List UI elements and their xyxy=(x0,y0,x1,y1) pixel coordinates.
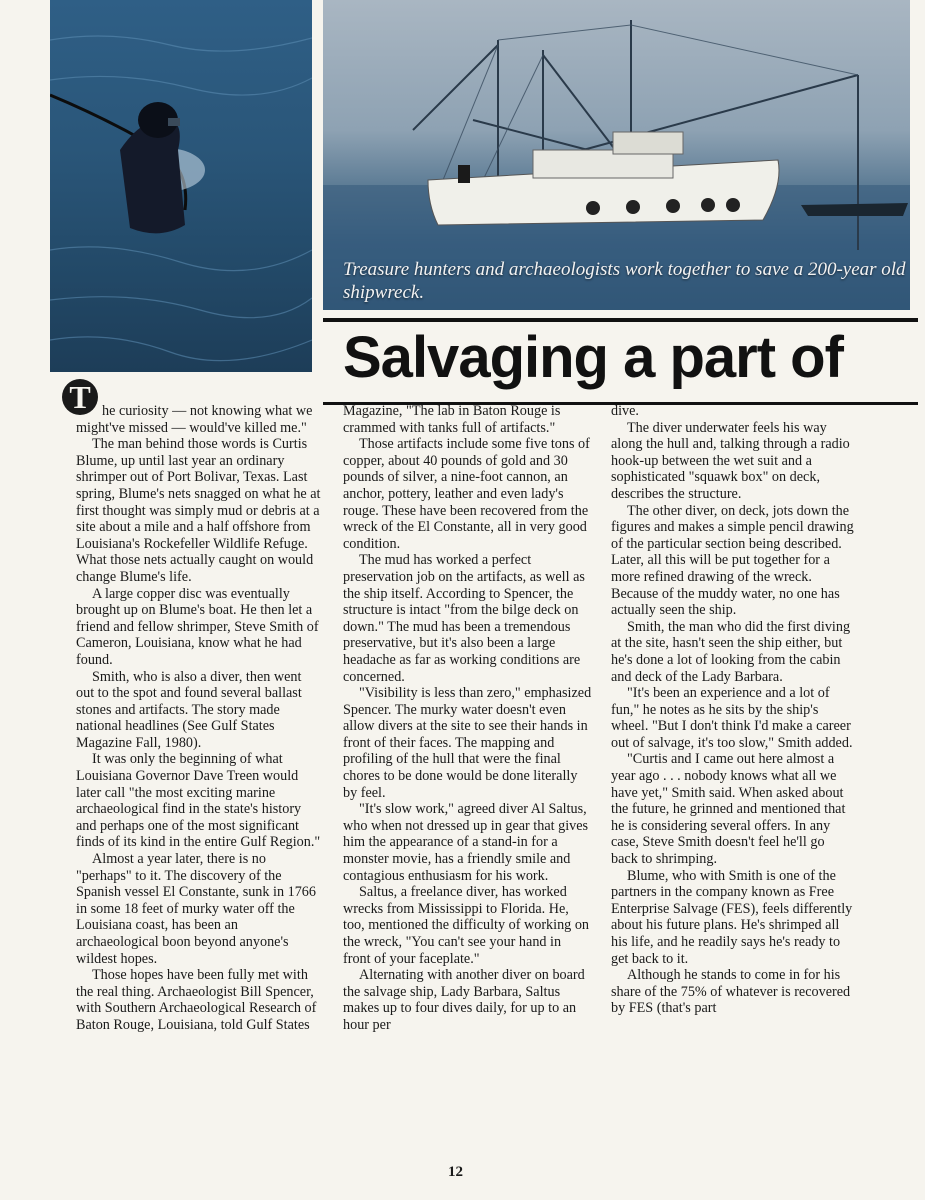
paragraph: The diver underwater feels his way along the hull and, talking through a radio hook-up between the wet suit and a sophisticated "squawk box" on deck, describes the structure. xyxy=(611,419,850,502)
paragraph: Blume, who with Smith is one of the partners in the company known as Free Enterprise Salvage (FES), feels differently about his future plans. He's shrimped all his life, and he readily says he's ready to get back to it. xyxy=(611,867,853,967)
paragraph: The man behind those words is Curtis Blume, up until last year an ordinary shrimper out of Port Bolivar, Texas. Last spring, Blume's nets snagged on what he at first thought was simply mud or debris at a site about a mile and a half offshore from Louisiana's Rockefeller Wildlife Refuge. What those nets actually caught on would change Blume's life. xyxy=(76,436,321,585)
diver-photo xyxy=(50,0,312,372)
paragraph: "Curtis and I came out here almost a year ago . . . nobody knows what all we have yet," Smith said. When asked about the future, he grinned and mentioned that he is considering several offers. In any case, Steve Smith doesn't feel he'll go back to shrimping. xyxy=(611,751,846,868)
photo-caption: Treasure hunters and archaeologists work together to save a 200-year old shipwreck. xyxy=(343,259,906,303)
shrimp-boat-photo xyxy=(323,0,910,310)
paragraph: dive. xyxy=(611,403,639,419)
paragraph: Although he stands to come in for his share of the 75% of whatever is recovered by FES (that's part xyxy=(611,967,851,1017)
paragraph: Alternating with another diver on board the salvage ship, Lady Barbara, Saltus makes up to four dives daily, for up to an hour per xyxy=(343,967,585,1033)
paragraph: Smith, who is also a diver, then went out to the spot and found several ballast stones and artifacts. The story made national headlines (See Gulf States Magazine Fall, 1980). xyxy=(76,668,302,751)
page-number: 12 xyxy=(448,1164,463,1180)
article-headline: Salvaging a part of xyxy=(343,325,843,390)
paragraph: "Visibility is less than zero," emphasized Spencer. The murky water doesn't even allow divers at the site to see their hands in front of their faces. The mapping and profiling of the hull that were the final chores to be done would be done literally by feel. xyxy=(343,685,592,801)
column-1 xyxy=(69,379,322,1034)
paragraph: Saltus, a freelance diver, has worked wrecks from Mississippi to Florida. He, too, mentioned the difficulty of working on the wreck, "You can't see your hand in front of your faceplate." xyxy=(343,884,590,967)
column-2 xyxy=(343,403,592,1034)
paragraph: T he curiosity — not knowing what we might've missed — would've killed me." xyxy=(76,403,322,436)
paragraph: Those hopes have been fully met with the real thing. Archaeologist Bill Spencer, with Southern Archaeological Research of Baton Rouge, Louisiana, told Gulf States xyxy=(76,967,317,1033)
paragraph: The mud has worked a perfect preservation job on the artifacts, as well as the ship itself. According to Spencer, the structure is intact "from the bilge deck on down." The mud has been a tremendous preservative, but it's also been a large headache as far as working conditions are concerned. xyxy=(343,552,585,685)
drop-cap: T xyxy=(62,379,98,415)
paragraph: "It's slow work," agreed diver Al Saltus, who when not dressed up in gear that gives him the appearance of a stand-in for a monster movie, has a friendly smile and contagious enthusiasm for his work. xyxy=(343,801,589,884)
headline-band xyxy=(323,318,918,405)
column-3 xyxy=(611,403,854,1017)
paragraph: A large copper disc was eventually brought up on Blume's boat. He then let a friend and fellow shrimper, Steve Smith of Cameron, Louisiana, know what he had found. xyxy=(76,585,319,668)
paragraph: It was only the beginning of what Louisiana Governor Dave Treen would later call "the most exciting marine archaeological find in the state's history and perhaps one of the most significant finds of its kind in the entire Gulf Region." xyxy=(76,751,321,851)
paragraph: Magazine, "The lab in Baton Rouge is crammed with tanks full of artifacts." xyxy=(343,403,561,436)
paragraph: "It's been an experience and a lot of fun," he notes as he sits by the ship's wheel. "But I don't think I'd make a career out of salvage, it's too slow," Smith added. xyxy=(611,685,853,751)
paragraph: Almost a year later, there is no "perhaps" to it. The discovery of the Spanish vessel El Constante, sunk in 1766 in some 18 feet of murky water off the Louisiana coast, has been an archaeological boon beyond anyone's wildest hopes. xyxy=(76,851,316,967)
paragraph: The other diver, on deck, jots down the figures and makes a simple pencil drawing of the particular section being described. Later, all this will be put together for a more refined drawing of the wreck. Because of the muddy water, no one has actually seen the ship. xyxy=(611,502,854,619)
paragraph: Those artifacts include some five tons of copper, about 40 pounds of gold and 30 pounds of silver, a nine-foot cannon, an anchor, pottery, leather and even lady's rouge. These have been recovered from the wreck of the El Constante, all in very good condition. xyxy=(343,436,590,552)
paragraph: Smith, the man who did the first diving at the site, hasn't seen the ship either, but he's done a lot of looking from the cabin and deck of the Lady Barbara. xyxy=(611,618,851,685)
